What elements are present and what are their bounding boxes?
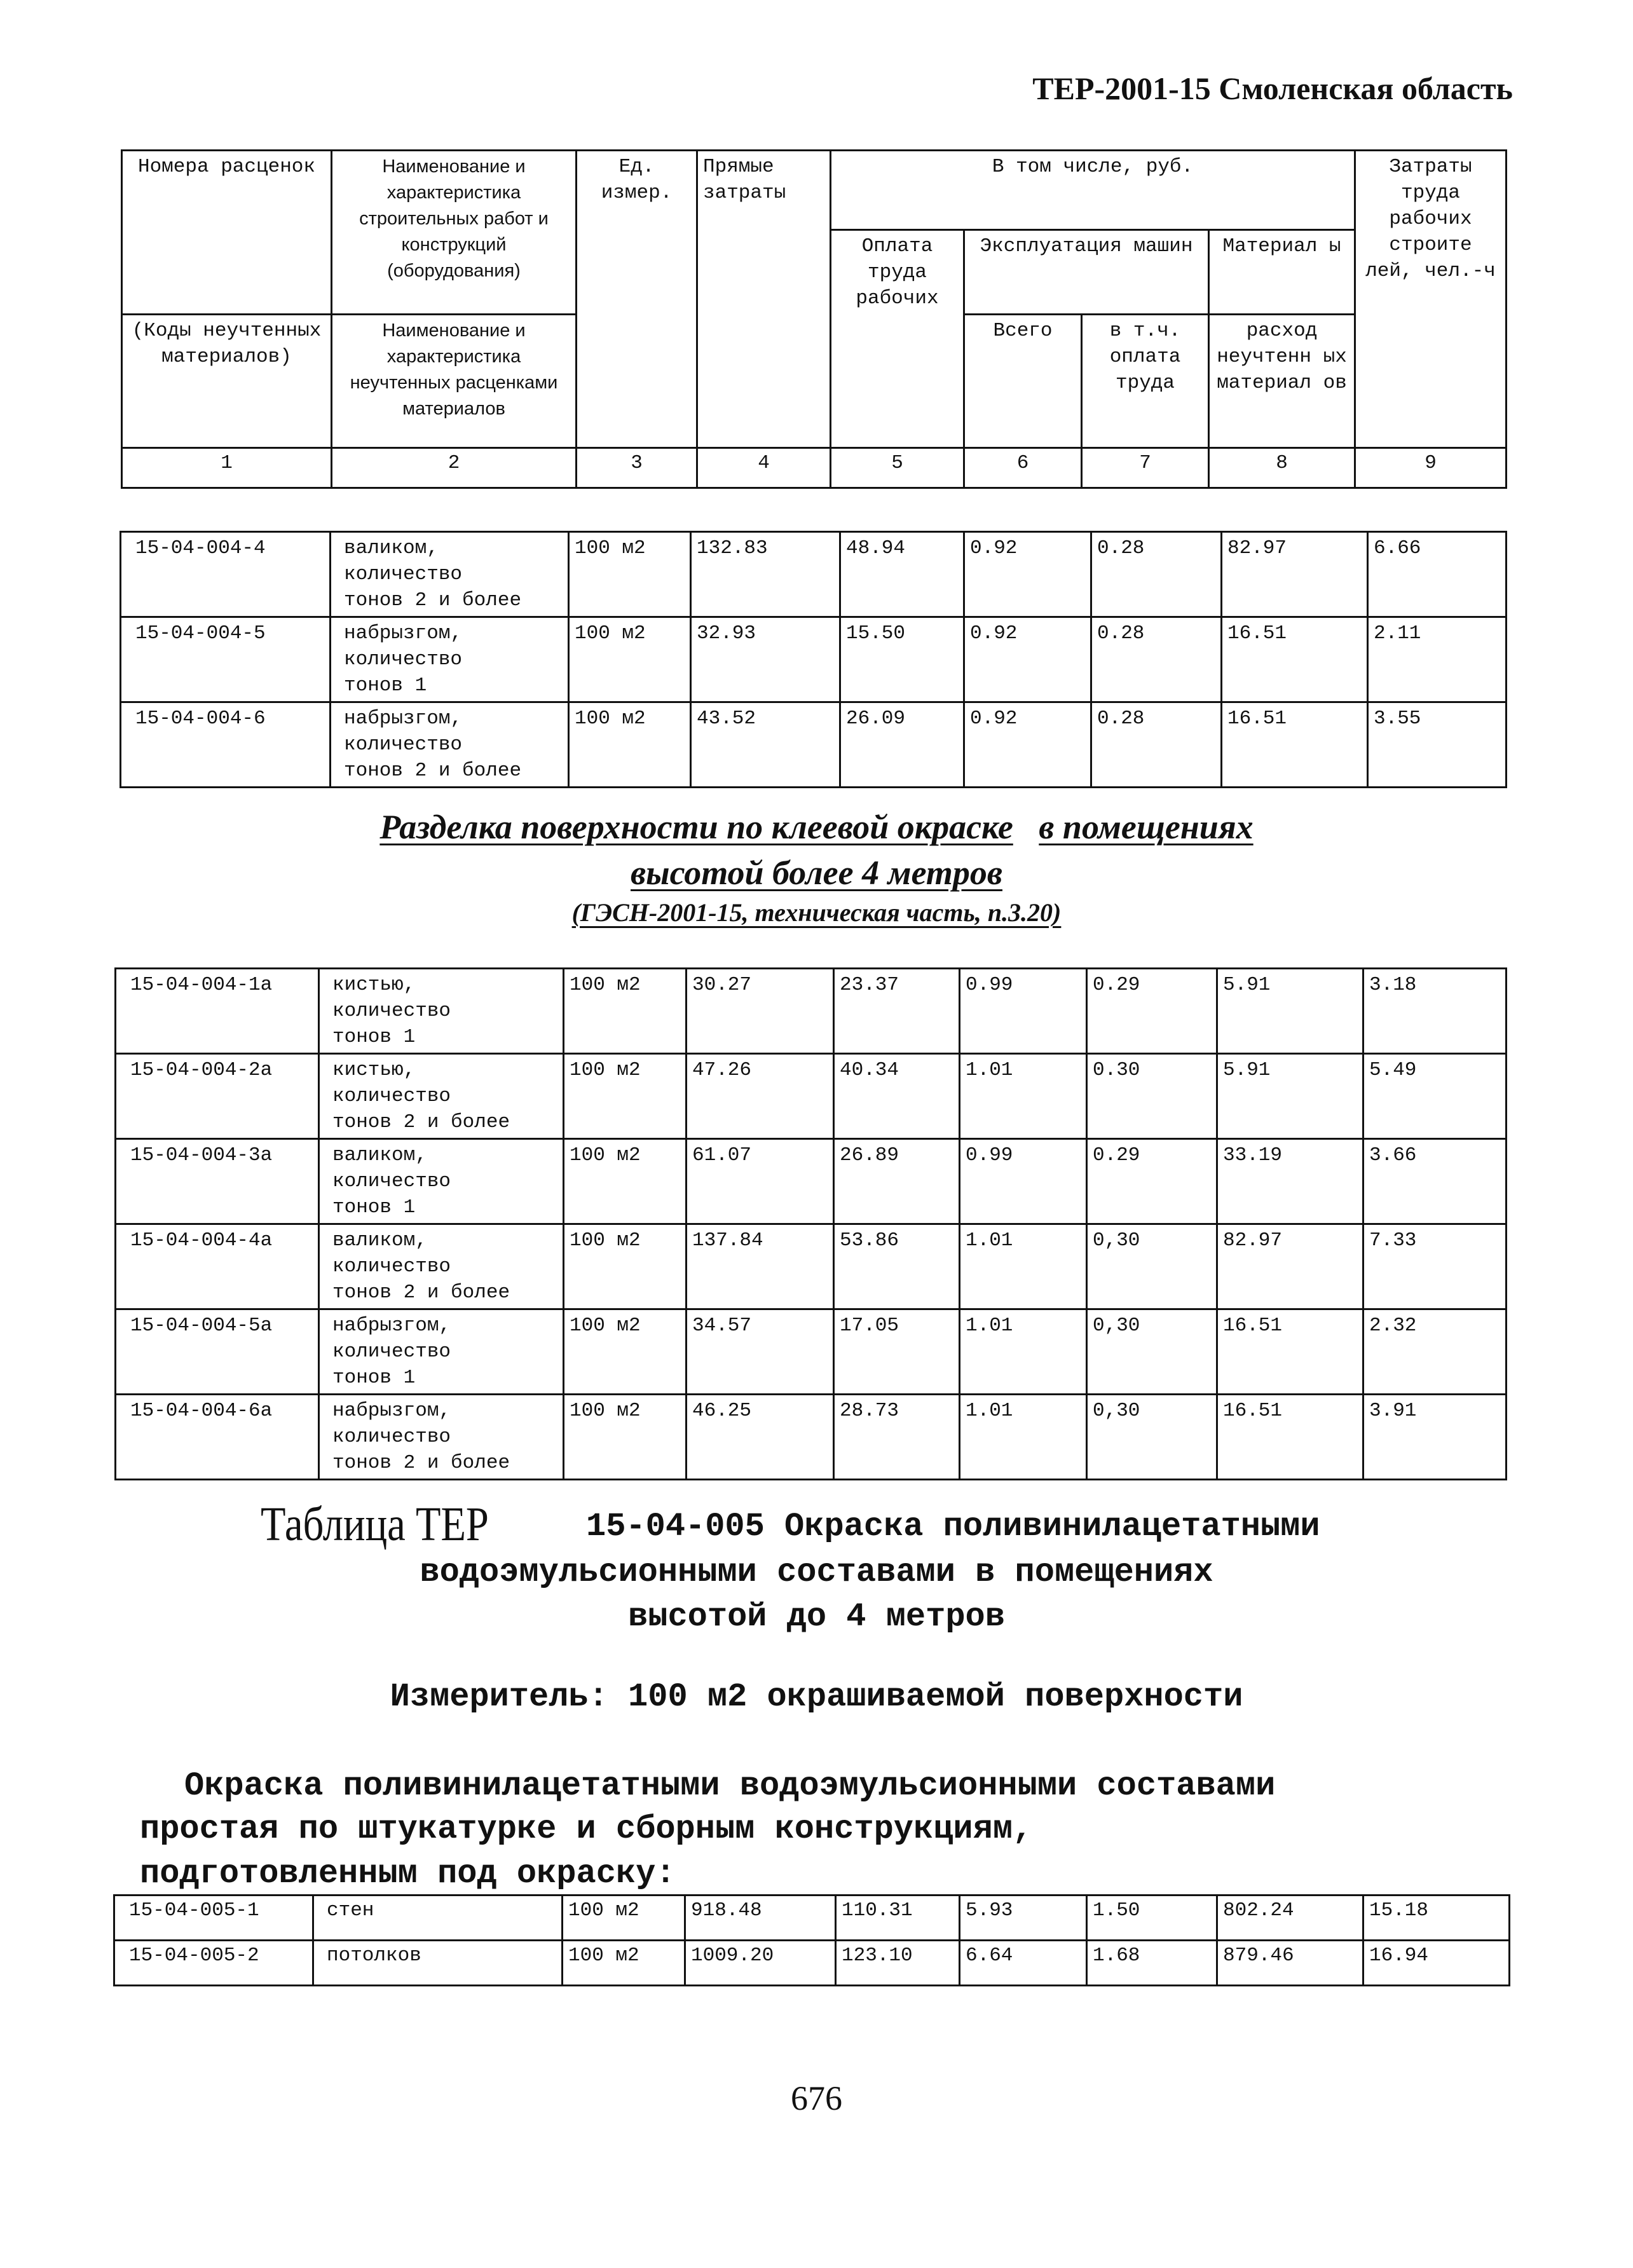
materials-cost: 16.51 [1222,617,1368,702]
table-row [116,1395,1507,1480]
machine-labor-cost: 0,30 [1087,1309,1217,1395]
header-unacc-name: Наименование и характеристика неучтенных расценками материалов [332,314,577,447]
rate-code: 15-04-004-4 [121,532,331,617]
machine-cost: 0.92 [964,617,1091,702]
labor-cost: 17.05 [834,1309,960,1395]
materials-cost: 879.46 [1217,1941,1363,1986]
labor-cost: 48.94 [840,532,964,617]
machine-cost: 1.01 [960,1309,1087,1395]
work-name: набрызгом, количество тонов 2 и более [319,1395,564,1480]
section-heading [0,807,1633,847]
direct-cost: 46.25 [687,1395,834,1480]
work-name: валиком, количество тонов 2 и более [331,532,569,617]
machine-cost: 0.92 [964,702,1091,788]
labor-hours: 5.49 [1363,1054,1507,1139]
header-labor-cost: Оплата труда рабочих [831,230,964,315]
labor-cost: 23.37 [834,969,960,1054]
col-number: 3 [577,447,697,488]
work-name: стен [313,1896,563,1941]
machine-cost: 1.01 [960,1395,1087,1480]
direct-cost: 34.57 [687,1309,834,1395]
section-heading-part2: в помещениях [1039,808,1254,846]
labor-cost: 26.89 [834,1139,960,1224]
labor-hours: 15.18 [1363,1896,1510,1941]
materials-cost: 5.91 [1217,1054,1363,1139]
rate-code: 15-04-005-2 [114,1941,313,1986]
labor-hours: 3.66 [1363,1139,1507,1224]
rates-table-2 [114,967,1507,1480]
labor-hours: 2.32 [1363,1309,1507,1395]
labor-hours: 6.66 [1368,532,1507,617]
machine-cost: 0.92 [964,532,1091,617]
unit: 100 м2 [564,1054,687,1139]
rate-code: 15-04-004-3а [116,1139,319,1224]
table-row [116,1224,1507,1309]
materials-cost: 82.97 [1222,532,1368,617]
labor-hours: 3.18 [1363,969,1507,1054]
machine-labor-cost: 0,30 [1087,1395,1217,1480]
work-name: кистью, количество тонов 2 и более [319,1054,564,1139]
labor-hours: 3.91 [1363,1395,1507,1480]
header-materials: Материал ы [1209,230,1355,315]
machine-cost: 5.93 [960,1896,1087,1941]
col-number: 8 [1209,447,1355,488]
machine-cost: 0.99 [960,969,1087,1054]
rate-code: 15-04-004-4а [116,1224,319,1309]
machine-cost: 0.99 [960,1139,1087,1224]
unit: 100 м2 [563,1896,685,1941]
unit: 100 м2 [564,1309,687,1395]
unit: 100 м2 [563,1941,685,1986]
unit: 100 м2 [564,1139,687,1224]
rate-code: 15-04-004-5а [116,1309,319,1395]
page-number: 676 [791,2079,842,2117]
labor-cost: 40.34 [834,1054,960,1139]
labor-hours: 7.33 [1363,1224,1507,1309]
direct-cost: 47.26 [687,1054,834,1139]
machine-labor-cost: 0.28 [1091,617,1222,702]
direct-cost: 132.83 [691,532,840,617]
labor-cost: 26.09 [840,702,964,788]
header-machine-op: Эксплуатация машин [964,230,1209,315]
machine-labor-cost: 0,30 [1087,1224,1217,1309]
materials-cost: 33.19 [1217,1139,1363,1224]
rates-table-3 [113,1894,1510,1986]
table-row [114,1941,1510,1986]
unit: 100 м2 [569,702,691,788]
header-unacc-use: расход неучтенн ых материал ов [1209,314,1355,447]
work-name: потолков [313,1941,563,1986]
rate-code: 15-04-004-2а [116,1054,319,1139]
machine-labor-cost: 0.29 [1087,969,1217,1054]
machine-labor-cost: 0.30 [1087,1054,1217,1139]
unit: 100 м2 [569,532,691,617]
labor-cost: 53.86 [834,1224,960,1309]
header-unit: Ед. измер. [577,151,697,448]
direct-cost: 30.27 [687,969,834,1054]
work-name: валиком, количество тонов 2 и более [319,1224,564,1309]
machine-labor-cost: 0.28 [1091,702,1222,788]
work-name: кистью, количество тонов 1 [319,969,564,1054]
header-labor-hours: Затраты труда рабочих строите лей, чел.-ч [1355,151,1507,448]
table-row [116,969,1507,1054]
header-codes: (Коды неучтенных материалов) [122,314,332,447]
header-incl-labor: в т.ч. оплата труда [1082,314,1209,447]
table-title-line1: 15-04-005 Окраска поливинилацетатными [586,1508,1320,1545]
header-total: Всего [964,314,1082,447]
machine-cost: 6.64 [960,1941,1087,1986]
materials-cost: 802.24 [1217,1896,1363,1941]
col-number: 9 [1355,447,1507,488]
column-header-table [121,149,1507,489]
section-subheading-text: высотой более 4 метров [631,854,1002,892]
labor-cost: 28.73 [834,1395,960,1480]
intro-line2: простая по штукатурке и сборным конструкциям, [140,1810,1033,1848]
section-reference [0,898,1633,927]
running-header: ТЕР-2001-15 Смоленская область [1032,71,1513,106]
table-row [116,1139,1507,1224]
section-heading-part1: Разделка поверхности по клеевой окраске [379,808,1013,846]
materials-cost: 16.51 [1217,1309,1363,1395]
col-number: 4 [697,447,831,488]
labor-cost: 110.31 [836,1896,960,1941]
materials-cost: 5.91 [1217,969,1363,1054]
machine-labor-cost: 0.29 [1087,1139,1217,1224]
intro-line1: Окраска поливинилацетатными водоэмульсионными составами [184,1767,1276,1805]
unit: 100 м2 [564,969,687,1054]
rate-code: 15-04-004-6 [121,702,331,788]
direct-cost: 32.93 [691,617,840,702]
col-number: 7 [1082,447,1209,488]
labor-hours: 16.94 [1363,1941,1510,1986]
work-name: набрызгом, количество тонов 1 [331,617,569,702]
labor-hours: 3.55 [1368,702,1507,788]
unit: 100 м2 [564,1395,687,1480]
direct-cost: 137.84 [687,1224,834,1309]
machine-labor-cost: 1.50 [1087,1896,1217,1941]
table-title-line3: высотой до 4 метров [628,1598,1005,1636]
labor-hours: 2.11 [1368,617,1507,702]
table-row [116,1054,1507,1139]
table-row [121,617,1507,702]
direct-cost: 43.52 [691,702,840,788]
machine-cost: 1.01 [960,1224,1087,1309]
table-title-label: Таблица ТЕР [261,1498,489,1551]
rate-code: 15-04-005-1 [114,1896,313,1941]
col-number: 5 [831,447,964,488]
header-name: Наименование и характеристика строительных работ и конструкций (оборудования) [332,151,577,315]
materials-cost: 16.51 [1217,1395,1363,1480]
header-direct: Прямые затраты [697,151,831,448]
materials-cost: 82.97 [1217,1224,1363,1309]
measurement-unit: Измеритель: 100 м2 окрашиваемой поверхности [390,1678,1243,1716]
table-row [121,702,1507,788]
machine-labor-cost: 0.28 [1091,532,1222,617]
intro-line3: подготовленным под окраску: [140,1855,676,1892]
header-incl: В том числе, руб. [831,151,1355,230]
col-number: 2 [332,447,577,488]
work-name: валиком, количество тонов 1 [319,1139,564,1224]
rate-code: 15-04-004-6а [116,1395,319,1480]
section-subheading [0,853,1633,892]
labor-cost: 123.10 [836,1941,960,1986]
col-number: 6 [964,447,1082,488]
header-rate-no: Номера расценок [122,151,332,315]
machine-labor-cost: 1.68 [1087,1941,1217,1986]
table-row [114,1896,1510,1941]
labor-cost: 15.50 [840,617,964,702]
header-labor-cost-blank [831,314,964,447]
work-name: набрызгом, количество тонов 2 и более [331,702,569,788]
col-number: 1 [122,447,332,488]
direct-cost: 61.07 [687,1139,834,1224]
direct-cost: 1009.20 [685,1941,836,1986]
unit: 100 м2 [569,617,691,702]
rate-code: 15-04-004-1а [116,969,319,1054]
work-name: набрызгом, количество тонов 1 [319,1309,564,1395]
rates-table-1 [120,531,1507,788]
rate-code: 15-04-004-5 [121,617,331,702]
section-reference-text: (ГЭСН-2001-15, техническая часть, п.3.20) [571,898,1062,927]
direct-cost: 918.48 [685,1896,836,1941]
table-row [116,1309,1507,1395]
table-title-line2: водоэмульсионными составами в помещениях [420,1554,1213,1591]
table-row [121,532,1507,617]
unit: 100 м2 [564,1224,687,1309]
materials-cost: 16.51 [1222,702,1368,788]
machine-cost: 1.01 [960,1054,1087,1139]
